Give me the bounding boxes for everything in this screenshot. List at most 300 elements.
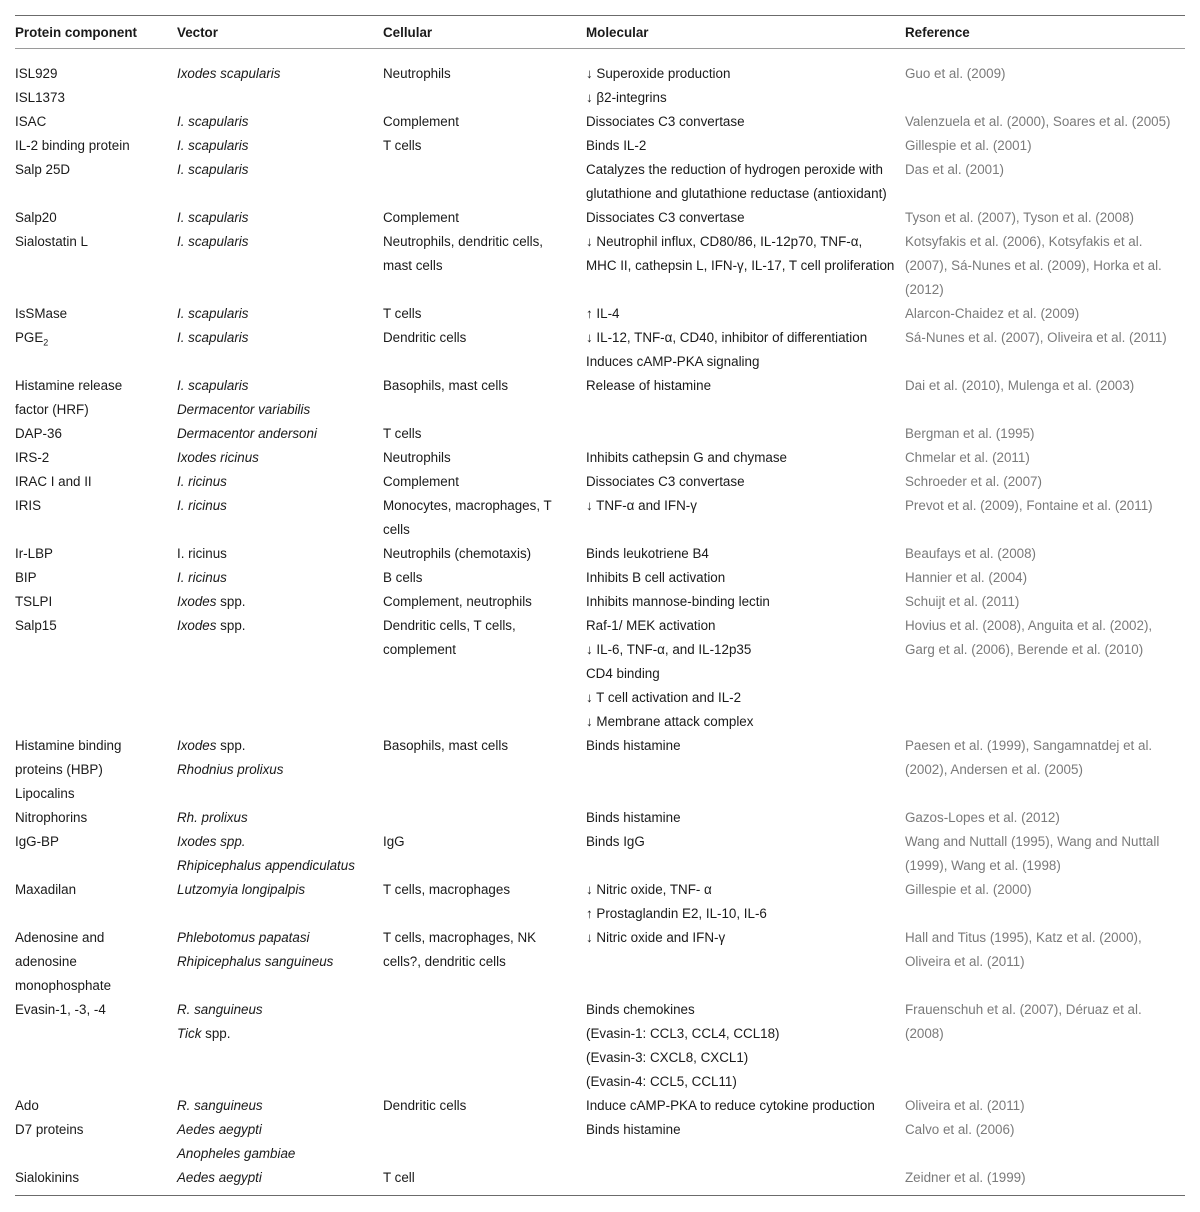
molecular-text: ↓ IL-6, TNF-α, and IL-12p35	[586, 642, 752, 657]
cell-vector	[177, 878, 383, 926]
cellular-text: complement	[383, 642, 456, 657]
vector-text: I. scapularis	[177, 114, 249, 129]
protein-text: Histamine release	[15, 378, 123, 393]
cell-vector	[177, 542, 383, 566]
reference-text: Chmelar et al. (2011)	[905, 450, 1030, 465]
protein-text: IsSMase	[15, 306, 68, 321]
vector-text: I. scapularis	[177, 162, 249, 177]
cell-cellular	[383, 326, 586, 374]
cell-molecular	[586, 446, 905, 470]
cellular-text: Dendritic cells	[383, 1098, 467, 1113]
vector-text: Ixodes ricinus	[177, 450, 259, 465]
reference-text: Sá-Nunes et al. (2007), Oliveira et al. (2011)	[905, 330, 1167, 345]
vector-text: I. ricinus	[177, 570, 227, 585]
vector-text: I. ricinus	[177, 546, 227, 561]
cellular-text: Complement, neutrophils	[383, 594, 532, 609]
table-row	[15, 230, 1185, 302]
reference-text: Oliveira et al. (2011)	[905, 1098, 1025, 1113]
vector-text: Dermacentor andersoni	[177, 426, 317, 441]
cell-molecular	[586, 734, 905, 806]
cell-reference	[905, 230, 1185, 302]
cell-cellular	[383, 998, 586, 1094]
cellular-text: Neutrophils (chemotaxis)	[383, 546, 532, 561]
col-header-vector: Vector	[177, 25, 218, 40]
protein-text: proteins (HBP)	[15, 762, 103, 777]
molecular-text: ↓ Membrane attack complex	[586, 714, 754, 729]
cell-protein	[15, 446, 177, 470]
protein-text: Sialokinins	[15, 1170, 80, 1185]
protein-text: Ado	[15, 1098, 39, 1113]
col-header-molecular: Molecular	[586, 25, 649, 40]
cell-vector	[177, 1094, 383, 1118]
cell-cellular	[383, 926, 586, 998]
cell-reference	[905, 446, 1185, 470]
cell-molecular	[586, 206, 905, 230]
vector-text: Aedes aegypti	[177, 1170, 262, 1185]
cell-reference	[905, 158, 1185, 206]
cell-protein	[15, 48, 177, 110]
cell-reference	[905, 878, 1185, 926]
cell-cellular	[383, 878, 586, 926]
reference-text: Calvo et al. (2006)	[905, 1122, 1015, 1137]
vector-text: I. scapularis	[177, 210, 249, 225]
cell-molecular	[586, 998, 905, 1094]
cell-reference	[905, 494, 1185, 542]
cell-reference	[905, 734, 1185, 806]
cell-protein	[15, 422, 177, 446]
reference-text: (2007), Sá-Nunes et al. (2009), Horka et al.	[905, 258, 1162, 273]
cellular-text: Basophils, mast cells	[383, 738, 509, 753]
protein-text: adenosine	[15, 954, 77, 969]
cell-cellular	[383, 806, 586, 830]
cell-reference	[905, 590, 1185, 614]
cell-reference	[905, 470, 1185, 494]
cell-cellular	[383, 830, 586, 878]
cell-protein	[15, 734, 177, 806]
molecular-text: CD4 binding	[586, 666, 660, 681]
cellular-text: Neutrophils	[383, 66, 451, 81]
protein-text: factor (HRF)	[15, 402, 89, 417]
cell-cellular	[383, 566, 586, 590]
cell-protein	[15, 542, 177, 566]
cell-vector	[177, 614, 383, 734]
reference-text: (2008)	[905, 1026, 944, 1041]
table-row	[15, 542, 1185, 566]
cell-cellular	[383, 110, 586, 134]
cellular-text: B cells	[383, 570, 423, 585]
cell-protein	[15, 326, 177, 374]
molecular-text: Induces cAMP-PKA signaling	[586, 354, 760, 369]
molecular-text: Dissociates C3 convertase	[586, 210, 745, 225]
vector-text: Rh. prolixus	[177, 810, 248, 825]
reference-text: Guo et al. (2009)	[905, 66, 1006, 81]
bottom-rule	[15, 1195, 1185, 1196]
table-row	[15, 326, 1185, 374]
cell-vector	[177, 830, 383, 878]
protein-text: D7 proteins	[15, 1122, 84, 1137]
cell-protein	[15, 566, 177, 590]
cellular-text: Monocytes, macrophages, T	[383, 498, 552, 513]
vector-text: Ixodes spp.	[177, 594, 246, 609]
table-row	[15, 494, 1185, 542]
cell-cellular	[383, 374, 586, 422]
molecular-text: Inhibits mannose-binding lectin	[586, 594, 770, 609]
cellular-text: Complement	[383, 474, 459, 489]
cell-molecular	[586, 158, 905, 206]
cell-protein	[15, 1118, 177, 1166]
cell-molecular	[586, 1118, 905, 1166]
table-row	[15, 806, 1185, 830]
reference-text: (1999), Wang et al. (1998)	[905, 858, 1061, 873]
reference-text: Dai et al. (2010), Mulenga et al. (2003)	[905, 378, 1135, 393]
cell-reference	[905, 326, 1185, 374]
molecular-text: (Evasin-4: CCL5, CCL11)	[586, 1074, 737, 1089]
molecular-text: (Evasin-1: CCL3, CCL4, CCL18)	[586, 1026, 780, 1041]
reference-text: Beaufays et al. (2008)	[905, 546, 1037, 561]
molecular-text: Release of histamine	[586, 378, 712, 393]
molecular-text: Binds histamine	[586, 1122, 681, 1137]
table-row	[15, 1118, 1185, 1166]
vector-text: Rhodnius prolixus	[177, 762, 284, 777]
protein-text: ISL929	[15, 66, 58, 81]
protein-text: IgG-BP	[15, 834, 59, 849]
protein-text: DAP-36	[15, 426, 62, 441]
cellular-text: IgG	[383, 834, 405, 849]
protein-text: Maxadilan	[15, 882, 77, 897]
cellular-text: Complement	[383, 210, 459, 225]
molecular-text: ↓ IL-12, TNF-α, CD40, inhibitor of differentiation	[586, 330, 868, 345]
cell-molecular	[586, 422, 905, 446]
cell-protein	[15, 1094, 177, 1118]
cell-protein	[15, 806, 177, 830]
cell-vector	[177, 998, 383, 1094]
vector-text: Lutzomyia longipalpis	[177, 882, 306, 897]
cell-molecular	[586, 566, 905, 590]
protein-text: monophosphate	[15, 978, 112, 993]
cell-vector	[177, 446, 383, 470]
molecular-text: MHC II, cathepsin L, IFN-γ, IL-17, T cell proliferation	[586, 258, 895, 273]
protein-text: IRS-2	[15, 450, 50, 465]
cellular-text: T cells	[383, 306, 422, 321]
table-row	[15, 830, 1185, 878]
cell-molecular	[586, 830, 905, 878]
cell-protein	[15, 926, 177, 998]
cell-protein	[15, 494, 177, 542]
vector-text: I. scapularis	[177, 306, 249, 321]
cellular-text: cells?, dendritic cells	[383, 954, 506, 969]
cell-cellular	[383, 1118, 586, 1166]
molecular-text: Binds histamine	[586, 738, 681, 753]
protein-text: Ir-LBP	[15, 546, 53, 561]
cell-vector	[177, 1118, 383, 1166]
cell-vector	[177, 206, 383, 230]
cellular-text: T cells	[383, 138, 422, 153]
cell-protein	[15, 830, 177, 878]
molecular-text: Binds leukotriene B4	[586, 546, 709, 561]
cell-molecular	[586, 926, 905, 998]
cell-vector	[177, 302, 383, 326]
cell-cellular	[383, 422, 586, 446]
cell-protein	[15, 206, 177, 230]
cell-cellular	[383, 734, 586, 806]
cell-vector	[177, 110, 383, 134]
table-body	[15, 48, 1185, 1190]
table-row	[15, 134, 1185, 158]
cellular-text: T cells	[383, 426, 422, 441]
cellular-text: cells	[383, 522, 410, 537]
vector-text: I. scapularis	[177, 234, 249, 249]
protein-text: ISAC	[15, 114, 47, 129]
col-header-reference: Reference	[905, 25, 970, 40]
cell-protein	[15, 110, 177, 134]
cell-protein	[15, 230, 177, 302]
vector-text: I. ricinus	[177, 474, 227, 489]
table-row	[15, 158, 1185, 206]
cell-vector	[177, 926, 383, 998]
cell-molecular	[586, 614, 905, 734]
cell-reference	[905, 614, 1185, 734]
col-header-cellular: Cellular	[383, 25, 433, 40]
protein-text: Evasin-1, -3, -4	[15, 1002, 106, 1017]
molecular-text: ↑ Prostaglandin E2, IL-10, IL-6	[586, 906, 767, 921]
cellular-text: Dendritic cells	[383, 330, 467, 345]
protein-text: Salp15	[15, 618, 57, 633]
cell-cellular	[383, 1094, 586, 1118]
cellular-text: Basophils, mast cells	[383, 378, 509, 393]
cell-vector	[177, 48, 383, 110]
cell-protein	[15, 302, 177, 326]
cellular-text: Dendritic cells, T cells,	[383, 618, 516, 633]
table-row	[15, 614, 1185, 734]
table-row	[15, 206, 1185, 230]
reference-text: (2002), Andersen et al. (2005)	[905, 762, 1083, 777]
cell-reference	[905, 998, 1185, 1094]
table-row	[15, 374, 1185, 422]
molecular-text: ↓ Nitric oxide, TNF- α	[586, 882, 712, 897]
vector-text: R. sanguineus	[177, 1002, 263, 1017]
cell-molecular	[586, 806, 905, 830]
vector-text: Rhipicephalus appendiculatus	[177, 858, 355, 873]
cell-molecular	[586, 542, 905, 566]
table-row	[15, 1166, 1185, 1190]
cell-reference	[905, 302, 1185, 326]
vector-text: I. ricinus	[177, 498, 227, 513]
molecular-text: Dissociates C3 convertase	[586, 114, 745, 129]
cell-reference	[905, 422, 1185, 446]
table-row	[15, 878, 1185, 926]
reference-text: Zeidner et al. (1999)	[905, 1170, 1026, 1185]
reference-text: Garg et al. (2006), Berende et al. (2010)	[905, 642, 1144, 657]
top-rule	[15, 15, 1185, 16]
table-row	[15, 48, 1185, 110]
cell-molecular	[586, 230, 905, 302]
cellular-text: Neutrophils	[383, 450, 451, 465]
cell-vector	[177, 374, 383, 422]
cell-protein	[15, 470, 177, 494]
reference-text: Das et al. (2001)	[905, 162, 1004, 177]
molecular-text: ↓ Nitric oxide and IFN-γ	[586, 930, 726, 945]
cellular-text: T cell	[383, 1170, 415, 1185]
molecular-text: Binds chemokines	[586, 1002, 695, 1017]
molecular-text: Dissociates C3 convertase	[586, 474, 745, 489]
reference-text: Prevot et al. (2009), Fontaine et al. (2011)	[905, 498, 1153, 513]
reference-text: Schuijt et al. (2011)	[905, 594, 1020, 609]
header-row	[15, 20, 1185, 48]
molecular-text: Catalyzes the reduction of hydrogen peroxide with	[586, 162, 884, 177]
vector-text: I. scapularis	[177, 378, 249, 393]
cell-reference	[905, 48, 1185, 110]
cell-reference	[905, 542, 1185, 566]
table-row	[15, 998, 1185, 1094]
data-table	[15, 20, 1185, 1190]
cell-cellular	[383, 446, 586, 470]
cell-molecular	[586, 326, 905, 374]
cell-vector	[177, 326, 383, 374]
molecular-text: Raf-1/ MEK activation	[586, 618, 716, 633]
cell-protein	[15, 1166, 177, 1190]
reference-text: Tyson et al. (2007), Tyson et al. (2008)	[905, 210, 1135, 225]
protein-text: IRIS	[15, 498, 42, 513]
cell-molecular	[586, 1094, 905, 1118]
table-row	[15, 422, 1185, 446]
cell-protein	[15, 158, 177, 206]
protein-text: Salp20	[15, 210, 57, 225]
vector-text: Aedes aegypti	[177, 1122, 262, 1137]
cell-cellular	[383, 48, 586, 110]
cellular-text: mast cells	[383, 258, 443, 273]
table-row	[15, 110, 1185, 134]
molecular-text: ↓ T cell activation and IL-2	[586, 690, 742, 705]
cell-molecular	[586, 470, 905, 494]
cell-molecular	[586, 110, 905, 134]
cell-vector	[177, 494, 383, 542]
cell-protein	[15, 614, 177, 734]
vector-text: Ixodes scapularis	[177, 66, 281, 81]
vector-text: Dermacentor variabilis	[177, 402, 311, 417]
protein-text: Adenosine and	[15, 930, 105, 945]
molecular-text: Induce cAMP-PKA to reduce cytokine production	[586, 1098, 875, 1113]
vector-text: Tick spp.	[177, 1026, 231, 1041]
table-row	[15, 926, 1185, 998]
vector-text: Anopheles gambiae	[177, 1146, 296, 1161]
vector-text: I. scapularis	[177, 330, 249, 345]
vector-text: Phlebotomus papatasi	[177, 930, 310, 945]
cell-molecular	[586, 374, 905, 422]
cellular-text: Neutrophils, dendritic cells,	[383, 234, 544, 249]
cell-vector	[177, 230, 383, 302]
protein-text: IL-2 binding protein	[15, 138, 130, 153]
cell-vector	[177, 590, 383, 614]
cellular-text: T cells, macrophages	[383, 882, 511, 897]
reference-text: Gillespie et al. (2000)	[905, 882, 1032, 897]
table-row	[15, 566, 1185, 590]
table-row	[15, 446, 1185, 470]
cell-molecular	[586, 878, 905, 926]
molecular-text: Inhibits B cell activation	[586, 570, 726, 585]
cell-vector	[177, 806, 383, 830]
molecular-text: ↓ Neutrophil influx, CD80/86, IL-12p70, TNF-α,	[586, 234, 863, 249]
molecular-text: Inhibits cathepsin G and chymase	[586, 450, 787, 465]
cell-vector	[177, 1166, 383, 1190]
protein-text: TSLPI	[15, 594, 53, 609]
vector-text: Ixodes spp.	[177, 834, 246, 849]
cell-reference	[905, 1166, 1185, 1190]
protein-text: $PGE_2$	[15, 330, 49, 348]
protein-text: ISL1373	[15, 90, 65, 105]
cell-molecular	[586, 494, 905, 542]
molecular-text: (Evasin-3: CXCL8, CXCL1)	[586, 1050, 749, 1065]
cell-vector	[177, 566, 383, 590]
reference-text: Hannier et al. (2004)	[905, 570, 1028, 585]
cell-reference	[905, 206, 1185, 230]
cellular-text: Complement	[383, 114, 459, 129]
protein-text: Histamine binding	[15, 738, 122, 753]
molecular-text: ↓ Superoxide production	[586, 66, 731, 81]
cell-reference	[905, 926, 1185, 998]
cell-protein	[15, 374, 177, 422]
reference-text: Gazos-Lopes et al. (2012)	[905, 810, 1060, 825]
reference-text: Paesen et al. (1999), Sangamnatdej et al.	[905, 738, 1153, 753]
protein-text: IRAC I and II	[15, 474, 92, 489]
molecular-text: ↓ β2-integrins	[586, 90, 667, 105]
cell-vector	[177, 470, 383, 494]
table-row	[15, 302, 1185, 326]
molecular-text: Binds histamine	[586, 810, 681, 825]
cell-molecular	[586, 590, 905, 614]
cell-cellular	[383, 206, 586, 230]
cell-cellular	[383, 158, 586, 206]
cell-cellular	[383, 590, 586, 614]
reference-text: Hovius et al. (2008), Anguita et al. (2002),	[905, 618, 1153, 633]
molecular-text: ↑ IL-4	[586, 306, 620, 321]
cellular-text: T cells, macrophages, NK	[383, 930, 537, 945]
molecular-text: Binds IgG	[586, 834, 645, 849]
vector-text: Ixodes spp.	[177, 618, 246, 633]
table-row	[15, 470, 1185, 494]
molecular-text: glutathione and glutathione reductase (antioxidant)	[586, 186, 887, 201]
cell-reference	[905, 134, 1185, 158]
cell-vector	[177, 158, 383, 206]
col-header-protein: Protein component	[15, 25, 138, 40]
reference-text: Gillespie et al. (2001)	[905, 138, 1032, 153]
cell-molecular	[586, 1166, 905, 1190]
table-row	[15, 1094, 1185, 1118]
table-row	[15, 590, 1185, 614]
vector-text: Rhipicephalus sanguineus	[177, 954, 334, 969]
cell-cellular	[383, 542, 586, 566]
reference-text: Valenzuela et al. (2000), Soares et al. (2005)	[905, 114, 1171, 129]
cell-protein	[15, 134, 177, 158]
cell-cellular	[383, 302, 586, 326]
molecular-text: ↓ TNF-α and IFN-γ	[586, 498, 697, 513]
reference-text: (2012)	[905, 282, 944, 297]
cell-cellular	[383, 134, 586, 158]
cell-vector	[177, 134, 383, 158]
reference-text: Wang and Nuttall (1995), Wang and Nuttall	[905, 834, 1160, 849]
reference-text: Kotsyfakis et al. (2006), Kotsyfakis et al.	[905, 234, 1143, 249]
reference-text: Hall and Titus (1995), Katz et al. (2000),	[905, 930, 1142, 945]
cell-cellular	[383, 470, 586, 494]
molecular-text: Binds IL-2	[586, 138, 647, 153]
cell-reference	[905, 374, 1185, 422]
cell-protein	[15, 998, 177, 1094]
table-row	[15, 734, 1185, 806]
reference-text: Bergman et al. (1995)	[905, 426, 1035, 441]
vector-text: R. sanguineus	[177, 1098, 263, 1113]
cell-protein	[15, 878, 177, 926]
cell-reference	[905, 1118, 1185, 1166]
cell-cellular	[383, 1166, 586, 1190]
